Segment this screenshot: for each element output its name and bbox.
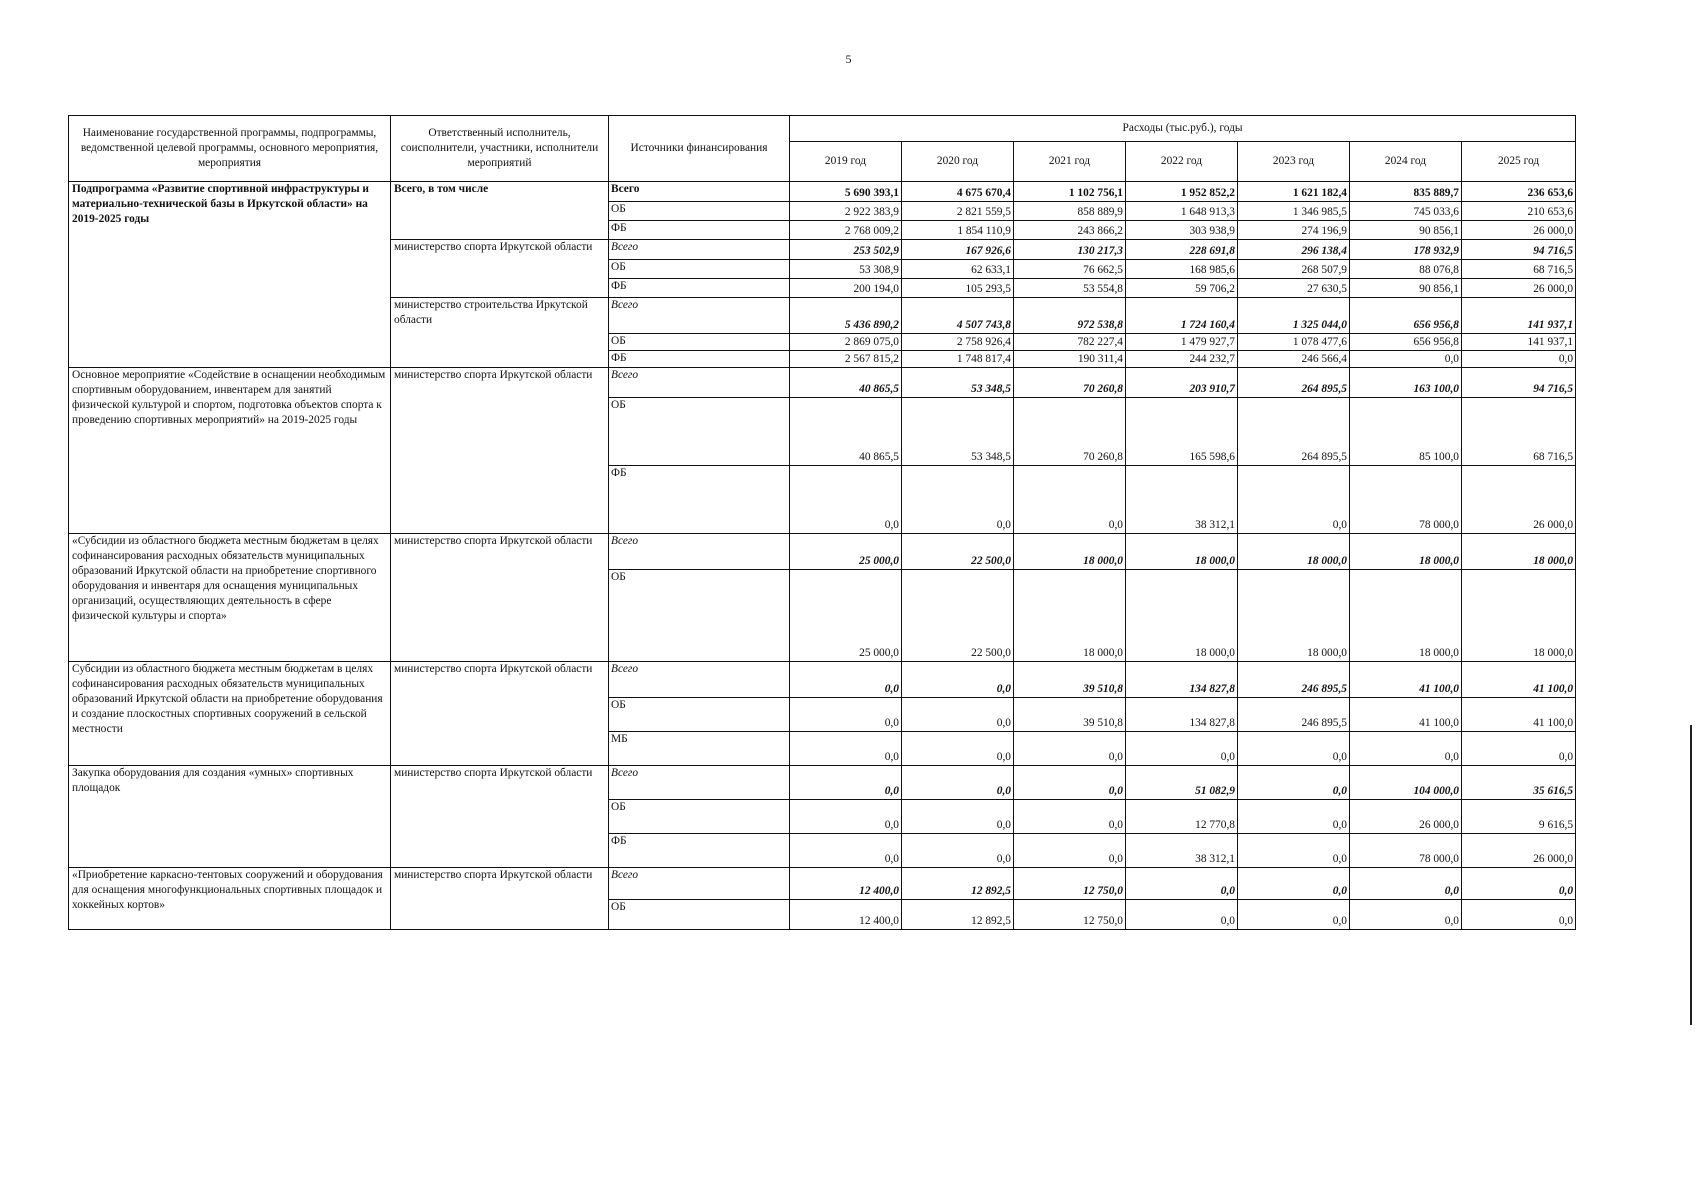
amount-cell: 90 856,1 <box>1350 279 1462 298</box>
amount-cell: 39 510,8 <box>1014 698 1126 732</box>
executor-name: министерство спорта Иркутской области <box>391 534 609 662</box>
amount-cell: 0,0 <box>1462 900 1576 930</box>
funding-source: ФБ <box>609 834 790 868</box>
amount-cell: 210 653,6 <box>1462 202 1576 221</box>
funding-source: Всего <box>609 662 790 698</box>
amount-cell: 178 932,9 <box>1350 240 1462 260</box>
amount-cell: 972 538,8 <box>1014 298 1126 334</box>
amount-cell: 40 865,5 <box>790 368 902 398</box>
amount-cell: 236 653,6 <box>1462 182 1576 202</box>
amount-cell: 53 348,5 <box>902 368 1014 398</box>
funding-source: ОБ <box>609 334 790 351</box>
amount-cell: 243 866,2 <box>1014 221 1126 240</box>
amount-cell: 1 648 913,3 <box>1126 202 1238 221</box>
funding-source: Всего <box>609 298 790 334</box>
amount-cell: 835 889,7 <box>1350 182 1462 202</box>
amount-cell: 18 000,0 <box>1126 534 1238 570</box>
amount-cell: 78 000,0 <box>1350 466 1462 534</box>
amount-cell: 26 000,0 <box>1462 279 1576 298</box>
executor-name: министерство спорта Иркутской области <box>391 240 609 298</box>
amount-cell: 18 000,0 <box>1462 534 1576 570</box>
executor-name: министерство спорта Иркутской области <box>391 662 609 766</box>
amount-cell: 274 196,9 <box>1238 221 1350 240</box>
amount-cell: 1 952 852,2 <box>1126 182 1238 202</box>
amount-cell: 41 100,0 <box>1462 698 1576 732</box>
funding-source: Всего <box>609 868 790 900</box>
amount-cell: 167 926,6 <box>902 240 1014 260</box>
amount-cell: 18 000,0 <box>1126 570 1238 662</box>
funding-source: Всего <box>609 534 790 570</box>
amount-cell: 70 260,8 <box>1014 368 1126 398</box>
amount-cell: 246 895,5 <box>1238 662 1350 698</box>
funding-source: ФБ <box>609 279 790 298</box>
amount-cell: 0,0 <box>790 834 902 868</box>
amount-cell: 1 621 182,4 <box>1238 182 1350 202</box>
amount-cell: 41 100,0 <box>1462 662 1576 698</box>
amount-cell: 0,0 <box>1014 834 1126 868</box>
amount-cell: 1 078 477,6 <box>1238 334 1350 351</box>
amount-cell: 12 892,5 <box>902 868 1014 900</box>
amount-cell: 1 748 817,4 <box>902 351 1014 368</box>
executor-name: министерство спорта Иркутской области <box>391 766 609 868</box>
table-row <box>69 368 1576 398</box>
amount-cell: 4 507 743,8 <box>902 298 1014 334</box>
amount-cell: 41 100,0 <box>1350 698 1462 732</box>
amount-cell: 228 691,8 <box>1126 240 1238 260</box>
amount-cell: 12 400,0 <box>790 868 902 900</box>
amount-cell: 190 311,4 <box>1014 351 1126 368</box>
amount-cell: 203 910,7 <box>1126 368 1238 398</box>
amount-cell: 782 227,4 <box>1014 334 1126 351</box>
amount-cell: 656 956,8 <box>1350 298 1462 334</box>
funding-source: Всего <box>609 240 790 260</box>
amount-cell: 0,0 <box>1350 868 1462 900</box>
header-name: Наименование государственной программы, подпрограммы, ведомственной целевой программы, основного мероприятия, мероприятия <box>69 116 391 182</box>
amount-cell: 0,0 <box>1350 900 1462 930</box>
amount-cell: 141 937,1 <box>1462 334 1576 351</box>
measure-name: «Приобретение каркасно-тентовых сооружений и оборудования для оснащения многофункциональных спортивных площадок и хоккейных кортов» <box>69 868 391 930</box>
amount-cell: 134 827,8 <box>1126 662 1238 698</box>
amount-cell: 26 000,0 <box>1462 834 1576 868</box>
amount-cell: 264 895,5 <box>1238 368 1350 398</box>
amount-cell: 53 554,8 <box>1014 279 1126 298</box>
amount-cell: 104 000,0 <box>1350 766 1462 800</box>
amount-cell: 0,0 <box>902 732 1014 766</box>
amount-cell: 0,0 <box>1238 900 1350 930</box>
amount-cell: 26 000,0 <box>1350 800 1462 834</box>
amount-cell: 200 194,0 <box>790 279 902 298</box>
amount-cell: 4 675 670,4 <box>902 182 1014 202</box>
amount-cell: 1 346 985,5 <box>1238 202 1350 221</box>
page-number: 5 <box>845 52 852 66</box>
amount-cell: 27 630,5 <box>1238 279 1350 298</box>
amount-cell: 0,0 <box>1350 351 1462 368</box>
measure-name: Субсидии из областного бюджета местным бюджетам в целях софинансирования расходных обязательств муниципальных образований Иркутской области на приобретение оборудования и создание плоскостных спортивных сооружений в сельской местности <box>69 662 391 766</box>
amount-cell: 264 895,5 <box>1238 398 1350 466</box>
amount-cell: 18 000,0 <box>1462 570 1576 662</box>
header-year: 2020 год <box>902 142 1014 182</box>
amount-cell: 12 750,0 <box>1014 900 1126 930</box>
funding-source: ФБ <box>609 466 790 534</box>
amount-cell: 88 076,8 <box>1350 260 1462 279</box>
amount-cell: 0,0 <box>1462 351 1576 368</box>
executor-name: министерство строительства Иркутской области <box>391 298 609 368</box>
funding-source: ОБ <box>609 570 790 662</box>
amount-cell: 0,0 <box>1238 868 1350 900</box>
amount-cell: 2 758 926,4 <box>902 334 1014 351</box>
amount-cell: 22 500,0 <box>902 534 1014 570</box>
amount-cell: 0,0 <box>1126 868 1238 900</box>
funding-source: Всего <box>609 766 790 800</box>
table-row <box>69 868 1576 900</box>
funding-source: ОБ <box>609 260 790 279</box>
amount-cell: 0,0 <box>1014 732 1126 766</box>
amount-cell: 141 937,1 <box>1462 298 1576 334</box>
measure-name: Закупка оборудования для создания «умных» спортивных площадок <box>69 766 391 868</box>
amount-cell: 0,0 <box>1238 466 1350 534</box>
amount-cell: 253 502,9 <box>790 240 902 260</box>
header-year: 2023 год <box>1238 142 1350 182</box>
funding-source: ОБ <box>609 900 790 930</box>
amount-cell: 18 000,0 <box>1350 534 1462 570</box>
funding-source: ФБ <box>609 221 790 240</box>
amount-cell: 165 598,6 <box>1126 398 1238 466</box>
amount-cell: 1 854 110,9 <box>902 221 1014 240</box>
amount-cell: 38 312,1 <box>1126 466 1238 534</box>
amount-cell: 268 507,9 <box>1238 260 1350 279</box>
header-year: 2024 год <box>1350 142 1462 182</box>
amount-cell: 25 000,0 <box>790 534 902 570</box>
amount-cell: 85 100,0 <box>1350 398 1462 466</box>
amount-cell: 18 000,0 <box>1014 570 1126 662</box>
table-row <box>69 662 1576 698</box>
amount-cell: 0,0 <box>1238 766 1350 800</box>
amount-cell: 38 312,1 <box>1126 834 1238 868</box>
header-source: Источники финансирования <box>609 116 790 182</box>
funding-source: ОБ <box>609 800 790 834</box>
amount-cell: 656 956,8 <box>1350 334 1462 351</box>
amount-cell: 0,0 <box>902 766 1014 800</box>
amount-cell: 12 750,0 <box>1014 868 1126 900</box>
amount-cell: 70 260,8 <box>1014 398 1126 466</box>
amount-cell: 0,0 <box>1238 800 1350 834</box>
amount-cell: 168 985,6 <box>1126 260 1238 279</box>
funding-source: МБ <box>609 732 790 766</box>
measure-name: «Субсидии из областного бюджета местным бюджетам в целях софинансирования расходных обязательств муниципальных образований Иркутской области на приобретение спортивного оборудования и инвентаря для оснащения муниципальных организаций, осуществляющих деятельность в сфере физической культуры и спорта» <box>69 534 391 662</box>
budget-table <box>68 115 1576 930</box>
amount-cell: 2 821 559,5 <box>902 202 1014 221</box>
amount-cell: 2 922 383,9 <box>790 202 902 221</box>
amount-cell: 51 082,9 <box>1126 766 1238 800</box>
amount-cell: 0,0 <box>902 834 1014 868</box>
amount-cell: 0,0 <box>790 800 902 834</box>
header-year: 2022 год <box>1126 142 1238 182</box>
amount-cell: 0,0 <box>1238 834 1350 868</box>
funding-source: ОБ <box>609 698 790 732</box>
measure-name: Основное мероприятие «Содействие в оснащении необходимым спортивным оборудованием, инвентарем для занятий физической культурой и спортом, подготовка объектов спорта к проведению спортивных мероприятий» на 2019-2025 годы <box>69 368 391 534</box>
amount-cell: 0,0 <box>902 800 1014 834</box>
header-year: 2019 год <box>790 142 902 182</box>
amount-cell: 2 768 009,2 <box>790 221 902 240</box>
amount-cell: 18 000,0 <box>1014 534 1126 570</box>
amount-cell: 105 293,5 <box>902 279 1014 298</box>
amount-cell: 0,0 <box>790 732 902 766</box>
header-year: 2025 год <box>1462 142 1576 182</box>
amount-cell: 53 308,9 <box>790 260 902 279</box>
amount-cell: 94 716,5 <box>1462 240 1576 260</box>
amount-cell: 0,0 <box>902 466 1014 534</box>
table-row <box>69 182 1576 202</box>
amount-cell: 68 716,5 <box>1462 260 1576 279</box>
amount-cell: 35 616,5 <box>1462 766 1576 800</box>
amount-cell: 9 616,5 <box>1462 800 1576 834</box>
amount-cell: 41 100,0 <box>1350 662 1462 698</box>
table-row <box>69 766 1576 800</box>
amount-cell: 12 892,5 <box>902 900 1014 930</box>
amount-cell: 5 690 393,1 <box>790 182 902 202</box>
amount-cell: 1 325 044,0 <box>1238 298 1350 334</box>
amount-cell: 2 567 815,2 <box>790 351 902 368</box>
executor-name: Всего, в том числе <box>391 182 609 240</box>
amount-cell: 0,0 <box>1462 732 1576 766</box>
amount-cell: 134 827,8 <box>1126 698 1238 732</box>
table-row <box>69 534 1576 570</box>
funding-source: ОБ <box>609 398 790 466</box>
amount-cell: 0,0 <box>1014 766 1126 800</box>
measure-name: Подпрограмма «Развитие спортивной инфраструктуры и материально-технической базы в Иркутской области» на 2019-2025 годы <box>69 182 391 368</box>
header-executor: Ответственный исполнитель, соисполнители, участники, исполнители мероприятий <box>391 116 609 182</box>
amount-cell: 858 889,9 <box>1014 202 1126 221</box>
amount-cell: 1 102 756,1 <box>1014 182 1126 202</box>
amount-cell: 26 000,0 <box>1462 221 1576 240</box>
amount-cell: 5 436 890,2 <box>790 298 902 334</box>
amount-cell: 1 724 160,4 <box>1126 298 1238 334</box>
amount-cell: 1 479 927,7 <box>1126 334 1238 351</box>
scan-edge-line <box>1690 725 1692 1025</box>
executor-name: министерство спорта Иркутской области <box>391 868 609 930</box>
amount-cell: 0,0 <box>790 698 902 732</box>
amount-cell: 130 217,3 <box>1014 240 1126 260</box>
amount-cell: 90 856,1 <box>1350 221 1462 240</box>
amount-cell: 0,0 <box>790 466 902 534</box>
amount-cell: 0,0 <box>1238 732 1350 766</box>
funding-source: Всего <box>609 182 790 202</box>
amount-cell: 2 869 075,0 <box>790 334 902 351</box>
amount-cell: 244 232,7 <box>1126 351 1238 368</box>
amount-cell: 0,0 <box>790 766 902 800</box>
amount-cell: 0,0 <box>1350 732 1462 766</box>
amount-cell: 0,0 <box>1014 466 1126 534</box>
amount-cell: 0,0 <box>1014 800 1126 834</box>
amount-cell: 12 400,0 <box>790 900 902 930</box>
amount-cell: 26 000,0 <box>1462 466 1576 534</box>
amount-cell: 0,0 <box>790 662 902 698</box>
amount-cell: 25 000,0 <box>790 570 902 662</box>
amount-cell: 22 500,0 <box>902 570 1014 662</box>
amount-cell: 0,0 <box>1126 732 1238 766</box>
amount-cell: 62 633,1 <box>902 260 1014 279</box>
amount-cell: 246 895,5 <box>1238 698 1350 732</box>
amount-cell: 0,0 <box>902 698 1014 732</box>
amount-cell: 18 000,0 <box>1238 570 1350 662</box>
amount-cell: 0,0 <box>1126 900 1238 930</box>
amount-cell: 296 138,4 <box>1238 240 1350 260</box>
amount-cell: 94 716,5 <box>1462 368 1576 398</box>
amount-cell: 303 938,9 <box>1126 221 1238 240</box>
amount-cell: 59 706,2 <box>1126 279 1238 298</box>
amount-cell: 745 033,6 <box>1350 202 1462 221</box>
amount-cell: 18 000,0 <box>1238 534 1350 570</box>
header-expenses: Расходы (тыс.руб.), годы <box>790 116 1576 142</box>
funding-source: ОБ <box>609 202 790 221</box>
funding-source: ФБ <box>609 351 790 368</box>
funding-source: Всего <box>609 368 790 398</box>
amount-cell: 76 662,5 <box>1014 260 1126 279</box>
header-year: 2021 год <box>1014 142 1126 182</box>
amount-cell: 53 348,5 <box>902 398 1014 466</box>
executor-name: министерство спорта Иркутской области <box>391 368 609 534</box>
amount-cell: 18 000,0 <box>1350 570 1462 662</box>
amount-cell: 39 510,8 <box>1014 662 1126 698</box>
amount-cell: 0,0 <box>1462 868 1576 900</box>
amount-cell: 78 000,0 <box>1350 834 1462 868</box>
amount-cell: 68 716,5 <box>1462 398 1576 466</box>
amount-cell: 12 770,8 <box>1126 800 1238 834</box>
amount-cell: 0,0 <box>902 662 1014 698</box>
amount-cell: 163 100,0 <box>1350 368 1462 398</box>
amount-cell: 40 865,5 <box>790 398 902 466</box>
amount-cell: 246 566,4 <box>1238 351 1350 368</box>
